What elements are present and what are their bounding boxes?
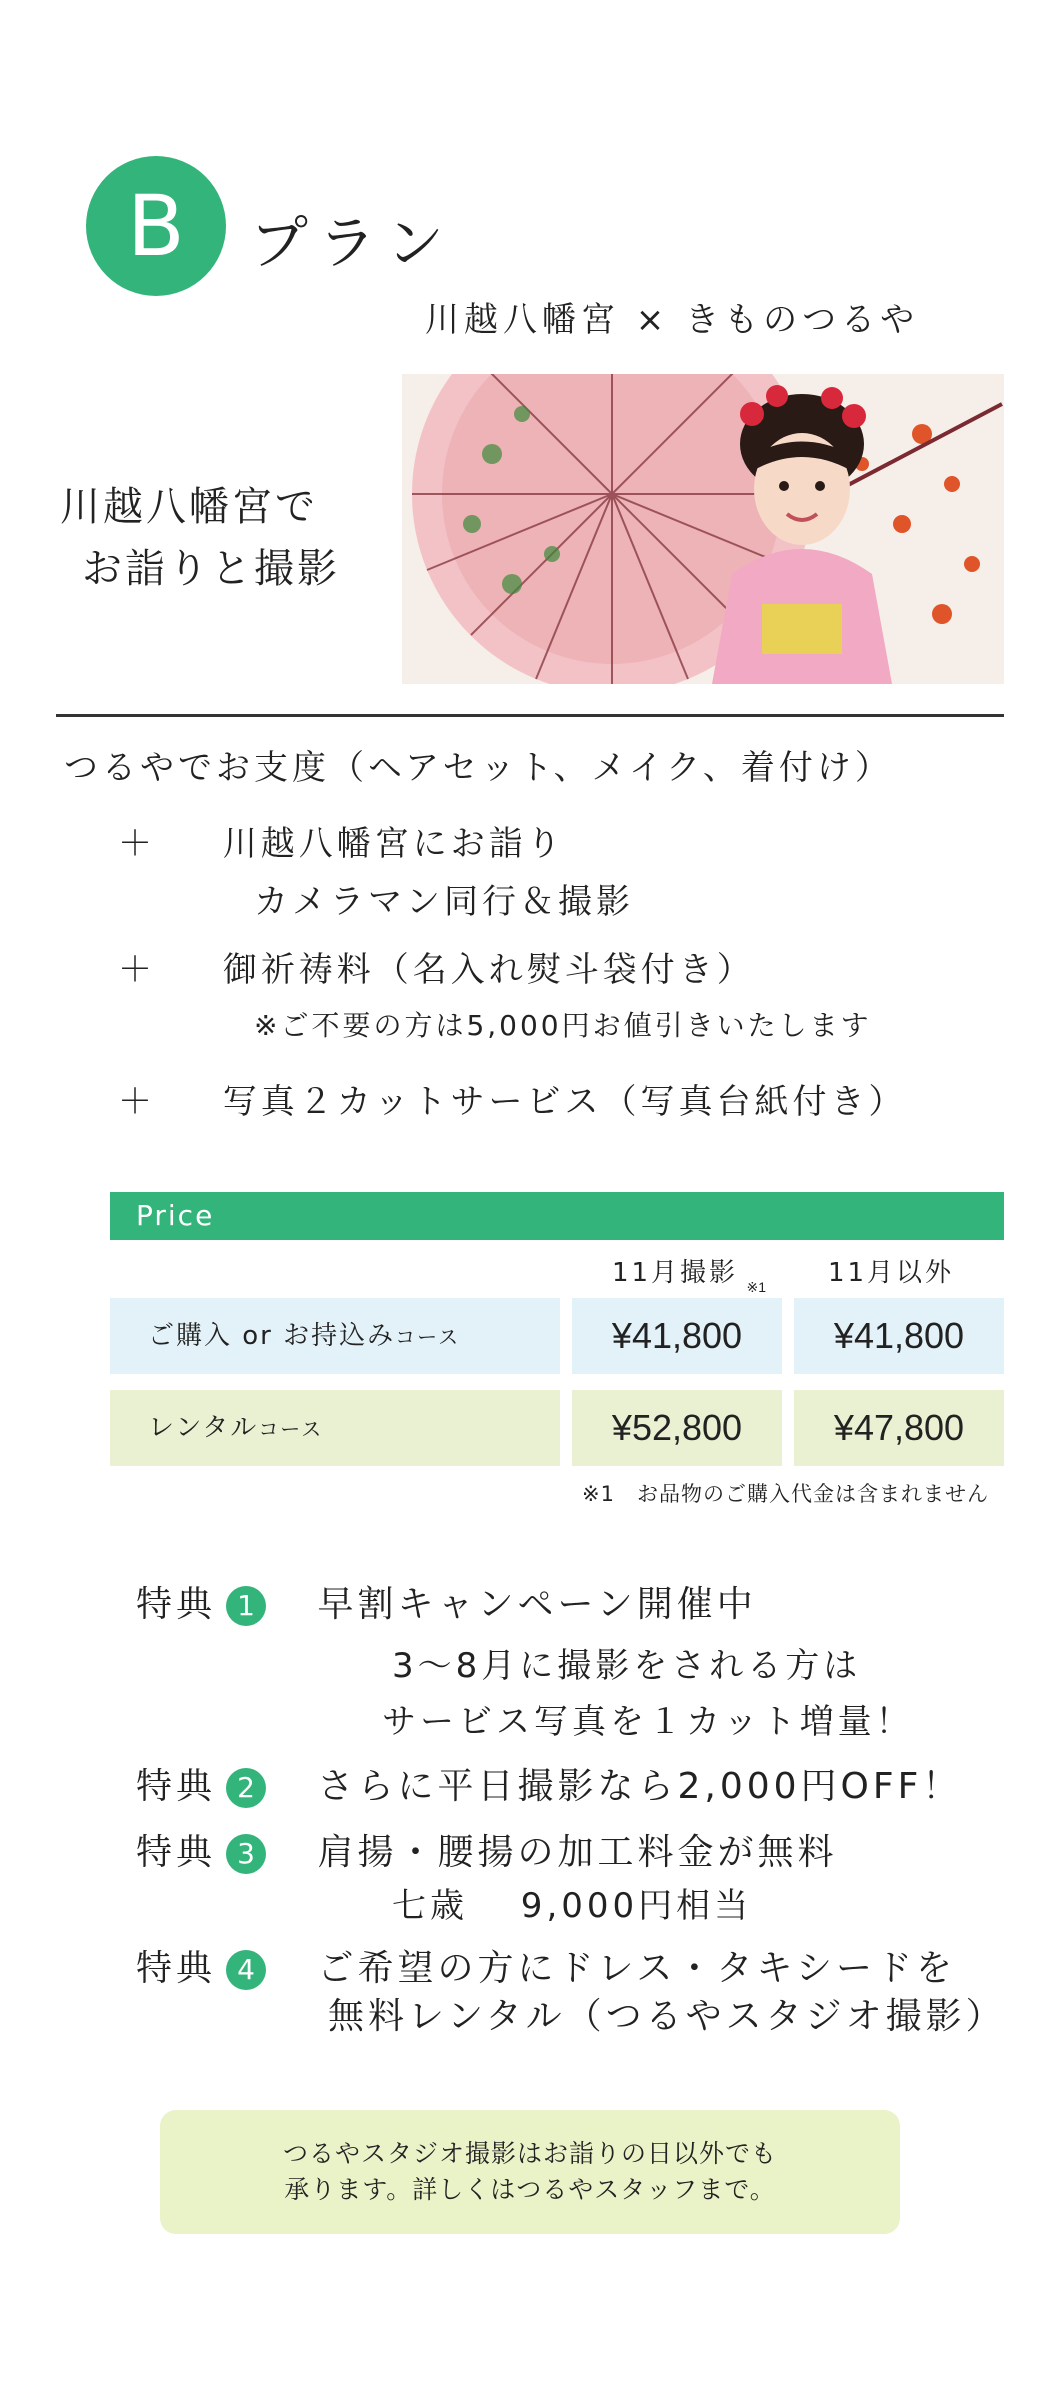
price-nov: ¥52,800 <box>572 1390 782 1466</box>
benefit-sub: 七歳 9,000円相当 <box>392 1886 753 1926</box>
row-label-small: コース <box>258 1417 324 1441</box>
col-header-other: 11月以外 <box>827 1258 955 1288</box>
benefit-label: 特典 <box>136 1766 217 1807</box>
price-header: Price <box>110 1192 1004 1240</box>
kimono-girl-photo <box>402 374 1004 684</box>
row-label <box>110 1298 560 1374</box>
number-2-icon: 2 <box>226 1768 266 1808</box>
price-nov <box>572 1279 782 1374</box>
photo-caption <box>60 476 340 600</box>
step-text: 川越八幡宮にお詣り <box>222 824 565 864</box>
price-row <box>110 1279 1004 1374</box>
col-header-nov: 11月撮影 <box>611 1258 739 1288</box>
benefit-label: 特典 <box>136 1584 217 1625</box>
benefit-sub: 3～8月に撮影をされる方は <box>392 1646 862 1686</box>
benefit-4 <box>136 1940 956 1991</box>
benefit-text: 肩揚・腰揚の加工料金が無料 <box>317 1832 838 1873</box>
plan-badge: B <box>86 156 226 296</box>
notice-line: つるやスタジオ撮影はお詣りの日以外でも <box>282 2139 777 2168</box>
photo-caption-line: お詣りと撮影 <box>82 546 340 592</box>
step-item <box>118 942 755 991</box>
section-divider <box>56 714 1004 717</box>
plan-title: プラン <box>250 209 455 277</box>
plus-icon: ＋ <box>118 950 156 990</box>
benefit-3 <box>136 1824 837 1875</box>
plus-icon: ＋ <box>118 824 156 864</box>
step-item <box>118 816 565 865</box>
plan-subtitle: 川越八幡宮 × きものつるや <box>425 300 920 340</box>
row-label-main: レンタル <box>148 1413 259 1443</box>
steps-intro: つるやでお支度（ヘアセット、メイク、着付け） <box>64 748 893 788</box>
price-footnote: ※1 お品物のご購入代金は含まれません <box>582 1482 989 1506</box>
benefit-text: 早割キャンペーン開催中 <box>317 1584 757 1625</box>
notice-line: 承ります。詳しくはつるやスタッフまで。 <box>284 2175 776 2204</box>
price-value: ¥41,800 <box>611 1315 743 1356</box>
notice-box <box>160 2110 900 2234</box>
benefit-label: 特典 <box>136 1948 217 1989</box>
step-sub: カメラマン同行＆撮影 <box>254 882 634 922</box>
number-1-icon: 1 <box>226 1586 266 1626</box>
benefit-sub: サービス写真を１カット増量！ <box>382 1702 914 1742</box>
footnote-mark: ※1 <box>746 1279 767 1295</box>
benefit-label: 特典 <box>136 1832 217 1873</box>
step-item <box>118 1074 906 1123</box>
benefit-2 <box>136 1758 962 1809</box>
number-3-icon: 3 <box>226 1834 266 1874</box>
benefit-text: ご希望の方にドレス・タキシードを <box>317 1948 957 1989</box>
step-text: 写真２カットサービス（写真台紙付き） <box>222 1082 907 1122</box>
benefit-text: さらに平日撮影なら2,000円OFF！ <box>317 1766 963 1807</box>
price-other: ¥41,800 <box>794 1298 1004 1374</box>
price-row <box>110 1390 1004 1466</box>
row-label-main: ご購入 or お持込み <box>148 1321 396 1351</box>
benefit-text-line2: 無料レンタル（つるやスタジオ撮影） <box>328 1996 1006 2037</box>
photo-caption-line: 川越八幡宮で <box>60 484 318 530</box>
number-4-icon: 4 <box>226 1950 266 1990</box>
step-text: 御祈祷料（名入れ熨斗袋付き） <box>222 950 755 990</box>
step-note: ※ご不要の方は5,000円お値引きいたします <box>254 1009 872 1042</box>
plus-icon: ＋ <box>118 1082 156 1122</box>
price-other: ¥47,800 <box>794 1390 1004 1466</box>
row-label-small: コース <box>395 1325 461 1349</box>
benefit-1 <box>136 1576 757 1627</box>
row-label <box>110 1390 560 1466</box>
